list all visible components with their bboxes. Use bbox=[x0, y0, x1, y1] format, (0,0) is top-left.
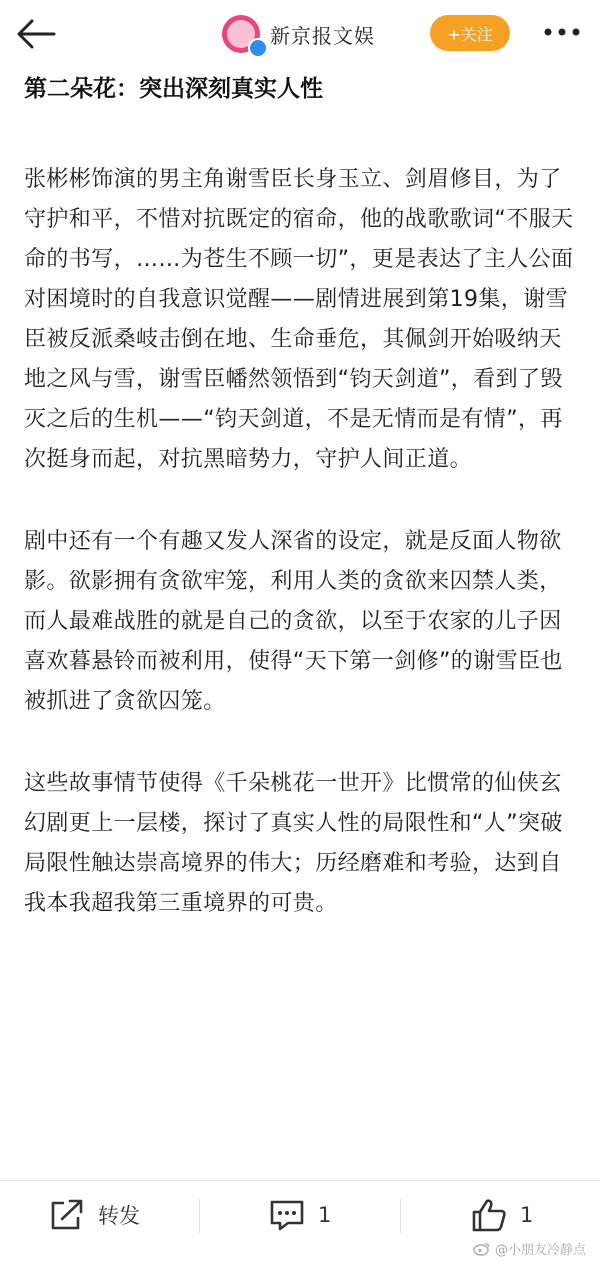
watermark-text: @小朋友冷静点 bbox=[494, 1243, 586, 1258]
comment-count: 1 bbox=[318, 1203, 332, 1227]
comment-icon bbox=[268, 1197, 306, 1233]
watermark bbox=[473, 1239, 586, 1258]
article-body bbox=[24, 70, 580, 924]
article-paragraph: 张彬彬饰演的男主角谢雪臣长身玉立、剑眉修目，为了守护和平，不惜对抗既定的宿命，他的战歌歌词“不服天命的书写，……为苍生不顾一切”，更是表达了主人公面对困境时的自我意识觉醒——剧情进展到第19集，谢雪臣被反派桑岐击倒在地、生命垂危，其佩剑开始吸纳天地之风与雪，谢雪臣幡然领悟到“钧天剑道”，看到了毁灭之后的生机——“钧天剑道，不是无情而是有情”，再次挺身而起，对抗黑暗势力，守护人间正道。 bbox=[24, 167, 574, 472]
more-dots-icon bbox=[540, 20, 584, 44]
top-bar bbox=[0, 0, 600, 68]
weibo-logo-icon bbox=[473, 1242, 491, 1256]
more-button[interactable] bbox=[540, 20, 584, 44]
back-button[interactable] bbox=[14, 14, 58, 54]
follow-button[interactable]: +关注 bbox=[430, 15, 510, 51]
back-arrow-icon bbox=[14, 14, 58, 54]
share-icon bbox=[48, 1197, 86, 1233]
section-title: 第二朵花：突出深刻真实人性 bbox=[24, 76, 323, 102]
like-button[interactable] bbox=[470, 1193, 533, 1237]
divider bbox=[400, 1199, 401, 1233]
repost-label: 转发 bbox=[98, 1204, 140, 1228]
like-count: 1 bbox=[520, 1203, 534, 1227]
verified-badge-icon bbox=[248, 38, 268, 58]
account-info[interactable] bbox=[222, 14, 375, 54]
article-paragraph: 剧中还有一个有趣又发人深省的设定，就是反面人物欲影。欲影拥有贪欲牢笼，利用人类的贪欲来囚禁人类，而人最难战胜的就是自己的贪欲，以至于农家的儿子因喜欢暮悬铃而被利用，使得“天下第一剑修”的谢雪臣也被抓进了贪欲囚笼。 bbox=[24, 529, 563, 714]
thumbs-up-icon bbox=[470, 1197, 508, 1233]
repost-button[interactable] bbox=[48, 1193, 140, 1237]
account-name[interactable]: 新京报文娱 bbox=[270, 23, 375, 48]
article-paragraph: 这些故事情节使得《千朵桃花一世开》比惯常的仙侠玄幻剧更上一层楼，探讨了真实人性的局限性和“人”突破局限性触达崇高境界的伟大；历经磨难和考验，达到自我本我超我第三重境界的可贵。 bbox=[24, 771, 563, 916]
comment-button[interactable] bbox=[268, 1193, 331, 1237]
divider bbox=[199, 1199, 200, 1233]
